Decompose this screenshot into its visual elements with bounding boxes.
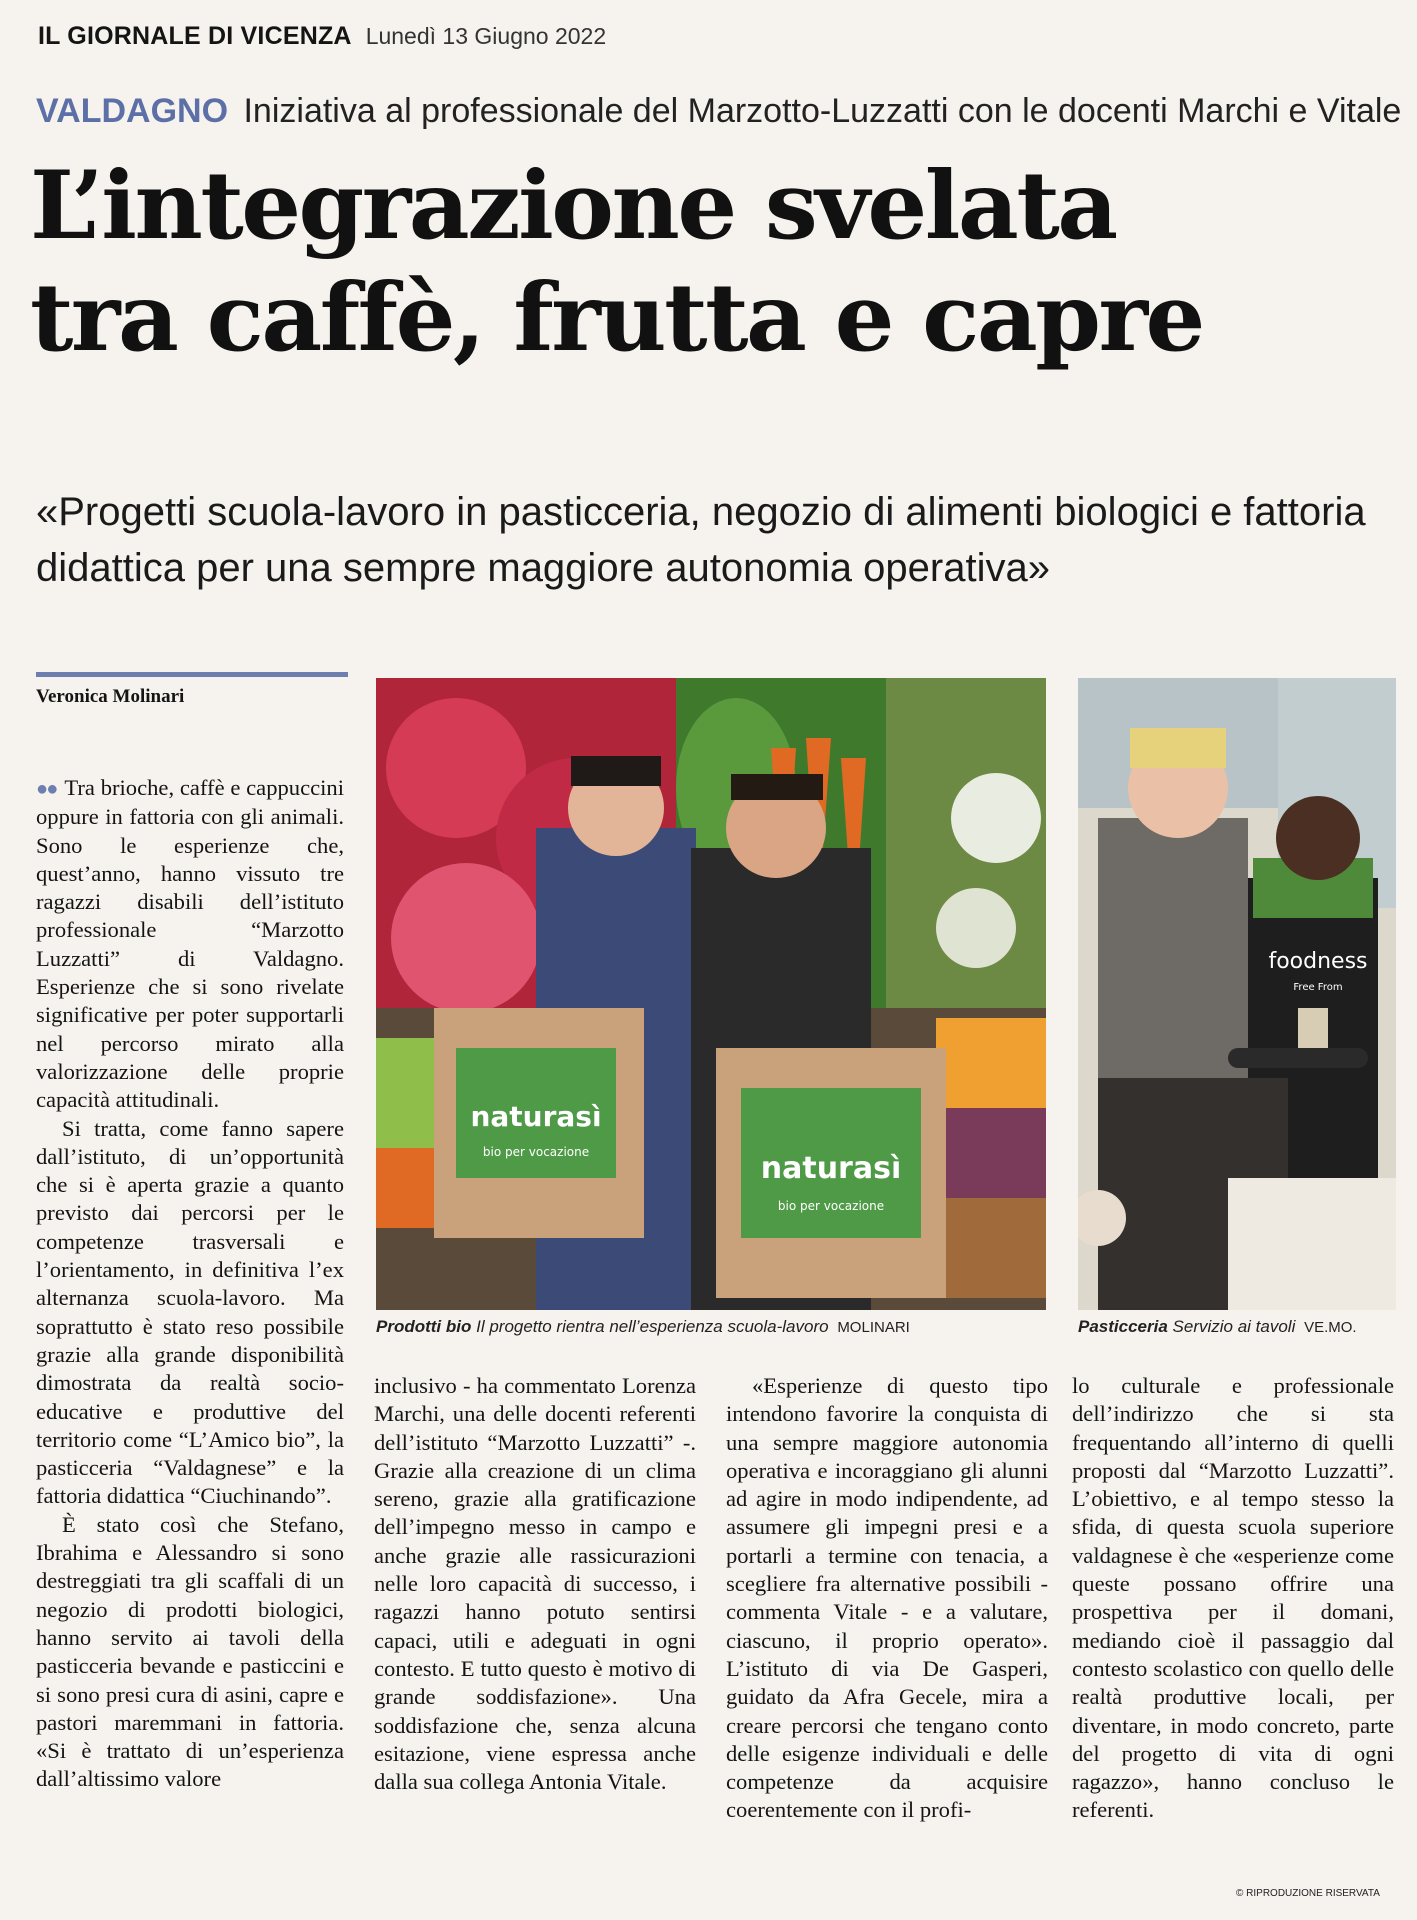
caption-text: Servizio ai tavoli [1172,1317,1296,1336]
paragraph: È stato così che Stefano, Ibrahima e Alessandro si sono destreggiati tra gli scaffali di un negozio di prodotti biologici, hanno servito ai tavoli della pasticceria bevande e pasticcini e si sono presi cura di asini, capre e pastori maremmani in fattoria. «Si è trattato di un’esperienza dall’altissimo valore [36,1511,344,1792]
body-column-3 [726,1372,1048,1825]
kicker [36,92,1401,131]
photo-pastry-shop [1078,678,1396,1310]
kicker-place: VALDAGNO [36,92,229,130]
body-column-1 [36,774,344,1794]
copyright-notice: © RIPRODUZIONE RISERVATA [1236,1888,1380,1899]
caption-text: Il progetto rientra nell’esperienza scuola-lavoro [476,1317,829,1336]
photo-organic-shop [376,678,1046,1310]
bag-tagline-text-2: bio per vocazione [777,1199,885,1213]
paragraph: inclusivo - ha commentato Lorenza Marchi, una delle docenti referenti dell’istituto “Marzotto Luzzatti” -. Grazie alla creazione di un clima sereno, grazie alla gratificazione dell’impegno messo in campo e anche grazie alle rassicurazioni nelle loro capacità di successo, i ragazzi hanno potuto sentirsi capaci, utili e adeguati in ogni contesto. E tutto questo è motivo di grande soddisfazione». Una soddisfazione che, senza alcuna esitazione, viene espressa anche dalla sua collega Antonia Vitale. [374,1373,696,1795]
apron-tagline-text: Free From [1293,982,1343,993]
bag-brand-text: naturasì [470,1100,602,1133]
caption-label: Prodotti bio [376,1317,472,1336]
body-column-2 [374,1372,696,1796]
headline-line-1: L’integrazione svelata [30,151,1116,261]
photo-credit: MOLINARI [837,1319,910,1336]
paragraph-text: Tra brioche, caffè e cappuccini oppure in fattoria con gli animali. Sono le esperienze che, quest’anno, hanno vissuto tre ragazzi disabili dell’istituto professionale “Marzotto Luzzatti” di Valdagno. Esperienze che si sono rivelate significative per poter supportarli nel percorso mirato alla valorizzazione delle proprie capacità attitudinali. [36,775,344,1113]
bag-brand-text-2: naturasì [760,1151,902,1186]
apron-brand-text: foodness [1268,949,1368,974]
photo-caption-1 [376,1317,910,1337]
kicker-text: Iniziativa al professionale del Marzotto-Luzzatti con le docenti Marchi e Vitale [243,92,1402,130]
paragraph: Si tratta, come fanno sapere dall’istituto, di un’opportunità che si è aperta grazie a quanto previsto dai percorsi per le competenze trasversali e l’orientamento, in definitiva l’ex alternanza scuola-lavoro. Ma soprattutto è stato reso possibile grazie alla grande disponibilità dimostrata da realtà socio-educative e produttive del territorio come “L’Amico bio”, la pasticceria “Valdagnese” e la fattoria didattica “Ciuchinando”. [36,1115,344,1509]
newspaper-name: IL GIORNALE DI VICENZA [38,22,352,50]
bag-tagline-text: bio per vocazione [482,1145,590,1159]
subheadline: «Progetti scuola-lavoro in pasticceria, negozio di alimenti biologici e fattoria didattica per una sempre maggiore autonomia operativa» [36,490,1366,590]
photo-credit: VE.MO. [1304,1319,1357,1336]
photo-organic-shop-illustration [376,678,1046,1310]
body-column-4 [1072,1372,1394,1825]
byline-rule [36,672,348,677]
paragraph [36,774,344,1115]
headline-line-2: tra caffè, frutta e capre [30,263,1203,373]
photo-pastry-shop-illustration [1078,678,1396,1310]
caption-label: Pasticceria [1078,1317,1168,1336]
headline [30,150,1400,374]
paragraph: «Esperienze di questo tipo intendono favorire la conquista di una sempre maggiore autonomia operativa e incoraggiano gli alunni ad agire in modo indipendente, ad assumere gli impegni presi e a portarli a termine con tenacia, a scegliere fra alternative possibili - commenta Vitale - e a valutare, ciascuno, il proprio operato». L’istituto di via De Gasperi, guidato da Afra Gecele, mira a creare percorsi che tengano conto delle esigenze individuali e delle competenze da acquisire coerentemente con il profi- [726,1373,1048,1823]
masthead [38,22,606,62]
lead-marker: ●● [36,778,57,800]
paragraph: lo culturale e professionale dell’indirizzo che si sta frequentando all’interno di quelli proposti dal “Marzotto Luzzatti”. L’obiettivo, e al tempo stesso la sfida, di questa scuola superiore valdagnese è che «esperienze come queste possano offrire una prospettiva per il domani, mediando cioè il passaggio dal contesto scolastico con quello delle realtà produttive locali, per diventare, in modo concreto, parte del progetto di vita di ogni ragazzo», hanno concluso le referenti. [1072,1373,1394,1823]
byline: Veronica Molinari [36,686,185,707]
issue-date: Lunedì 13 Giugno 2022 [365,23,607,49]
photo-caption-2 [1078,1317,1357,1337]
